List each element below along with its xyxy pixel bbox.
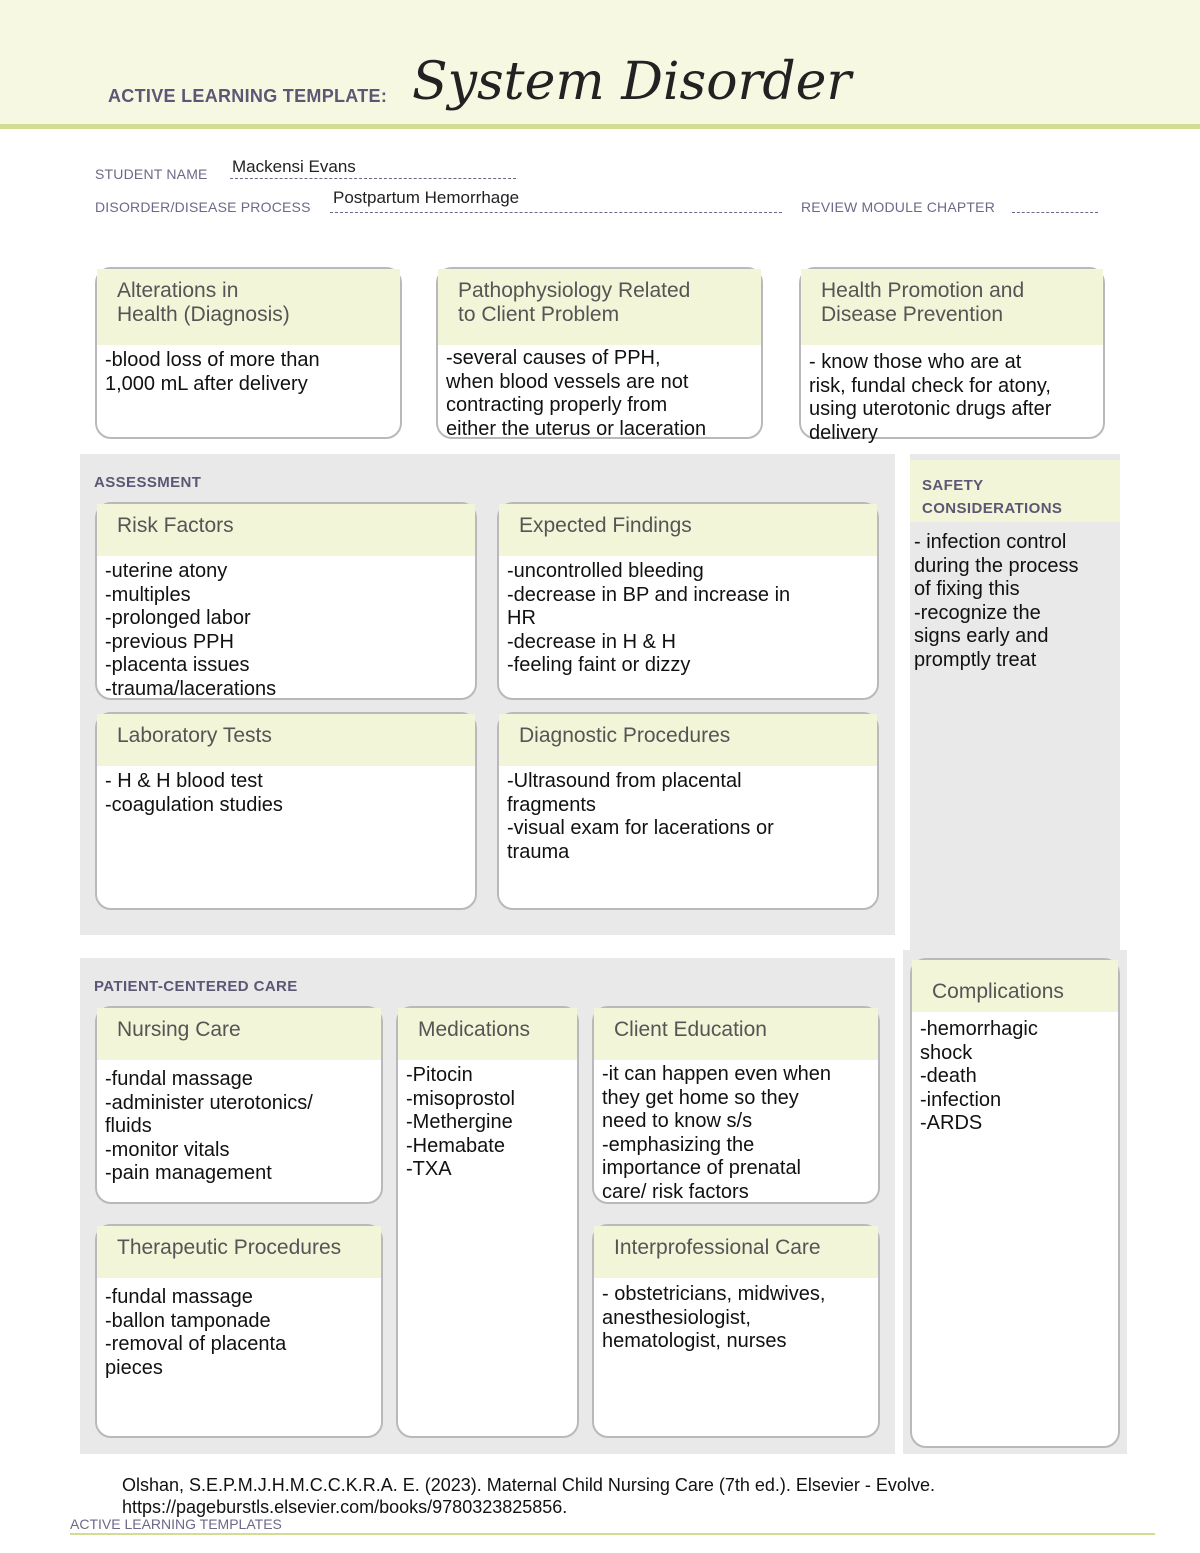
disorder-line	[330, 212, 782, 213]
disorder-field[interactable]: Postpartum Hemorrhage	[333, 188, 520, 207]
medications-title: Medications	[398, 1008, 577, 1060]
medications-body[interactable]: -Pitocin -misoprostol -Methergine -Hemabate -TXA	[406, 1064, 515, 1180]
disorder-label: DISORDER/DISEASE PROCESS	[95, 199, 311, 215]
nursing-care-card	[95, 1006, 383, 1204]
footer-label: ACTIVE LEARNING TEMPLATES	[70, 1516, 282, 1532]
therapeutic-procedures-card	[95, 1224, 383, 1438]
pathophysiology-card	[436, 267, 763, 439]
client-education-body[interactable]: -it can happen even when they get home so they need to know s/s -emphasizing the importance of prenatal care/ risk factors	[602, 1063, 832, 1203]
student-name-field[interactable]: Mackensi Evans	[232, 157, 356, 176]
alterations-card	[95, 267, 402, 439]
risk-factors-title: Risk Factors	[97, 504, 475, 556]
complications-body[interactable]: -hemorrhagic shock -death -infection -ARDS	[920, 1018, 1038, 1134]
review-module-field[interactable]	[1012, 212, 1098, 213]
assessment-title: ASSESSMENT	[94, 474, 202, 491]
therapeutic-procedures-body[interactable]: -fundal massage -ballon tamponade -removal of placenta pieces	[105, 1286, 287, 1379]
pathophysiology-title: Pathophysiology Related to Client Problem	[438, 269, 761, 345]
student-name-line	[230, 178, 516, 179]
health-promotion-body[interactable]: - know those who are at risk, fundal check for atony, using uterotonic drugs after delivery	[809, 351, 1052, 444]
safety-title: SAFETY CONSIDERATIONS	[922, 477, 1063, 517]
patient-centered-care-title: PATIENT-CENTERED CARE	[94, 978, 298, 995]
health-promotion-card	[799, 267, 1105, 444]
alterations-title: Alterations in Health (Diagnosis)	[97, 269, 400, 345]
health-promotion-title: Health Promotion and Disease Prevention	[801, 269, 1103, 345]
expected-findings-title: Expected Findings	[499, 504, 877, 556]
risk-factors-body[interactable]: -uterine atony -multiples -prolonged labor -previous PPH -placenta issues -trauma/lacerations	[105, 560, 277, 700]
lab-tests-body[interactable]: - H & H blood test -coagulation studies	[105, 770, 283, 816]
nursing-care-body[interactable]: -fundal massage -administer uterotonics/ fluids -monitor vitals -pain management	[105, 1068, 313, 1184]
safety-body[interactable]: - infection control during the process of fixing this -recognize the signs early and promptly treat	[914, 531, 1079, 671]
diagnostic-procedures-card	[497, 712, 879, 910]
client-education-card	[592, 1006, 880, 1204]
medications-card	[396, 1006, 579, 1438]
citation-line-1: Olshan, S.E.P.M.J.H.M.C.C.K.R.A. E. (2023). Maternal Child Nursing Care (7th ed.). Elsevier - Evolve.	[122, 1475, 935, 1495]
complications-card	[910, 958, 1120, 1448]
interprofessional-care-title: Interprofessional Care	[594, 1226, 878, 1278]
interprofessional-care-body[interactable]: - obstetricians, midwives, anesthesiologist, hematologist, nurses	[602, 1283, 826, 1352]
expected-findings-card	[497, 502, 879, 700]
nursing-care-title: Nursing Care	[97, 1008, 381, 1060]
template-title: System Disorder	[412, 52, 852, 112]
citation	[122, 1474, 935, 1518]
client-education-title: Client Education	[594, 1008, 878, 1060]
lab-tests-card	[95, 712, 477, 910]
footer-divider	[70, 1533, 1155, 1535]
student-name-label: STUDENT NAME	[95, 166, 208, 182]
complications-title: Complications	[912, 960, 1118, 1012]
safety-panel	[910, 454, 1120, 951]
diagnostic-procedures-title: Diagnostic Procedures	[499, 714, 877, 766]
header-divider	[0, 124, 1200, 129]
diagnostic-procedures-body[interactable]: -Ultrasound from placental fragments -visual exam for lacerations or trauma	[507, 770, 774, 863]
interprofessional-care-card	[592, 1224, 880, 1438]
risk-factors-card	[95, 502, 477, 700]
review-module-label: REVIEW MODULE CHAPTER	[801, 199, 995, 215]
expected-findings-body[interactable]: -uncontrolled bleeding -decrease in BP and increase in HR -decrease in H & H -feeling faint or dizzy	[507, 560, 791, 676]
template-label: ACTIVE LEARNING TEMPLATE:	[108, 86, 388, 106]
lab-tests-title: Laboratory Tests	[97, 714, 475, 766]
citation-url: https://pageburstls.elsevier.com/books/9780323825856.	[122, 1497, 568, 1517]
pathophysiology-body[interactable]: -several causes of PPH, when blood vessels are not contracting properly from either the uterus or laceration	[446, 347, 707, 440]
therapeutic-procedures-title: Therapeutic Procedures	[97, 1226, 381, 1278]
alterations-body[interactable]: -blood loss of more than 1,000 mL after delivery	[105, 349, 320, 395]
